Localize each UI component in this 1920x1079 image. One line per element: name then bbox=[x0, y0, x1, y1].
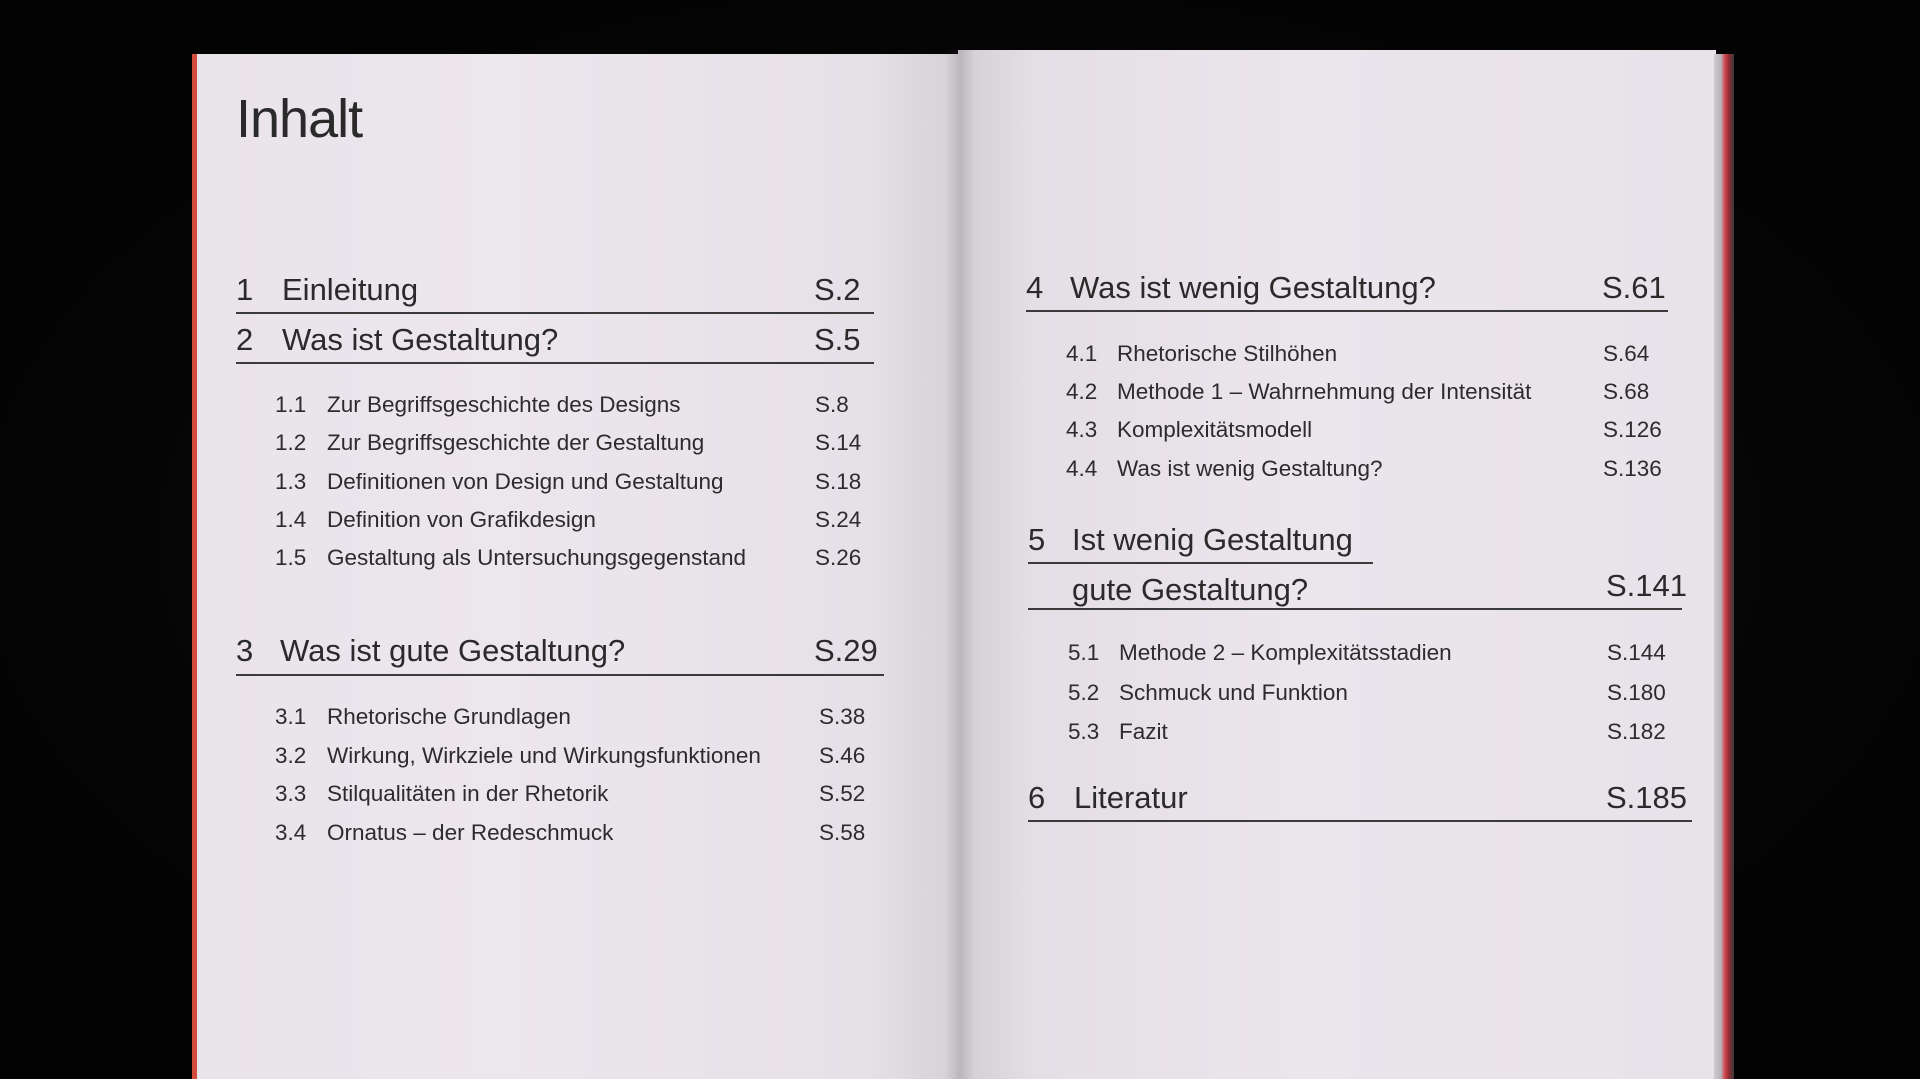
entry-page: S.18 bbox=[815, 469, 862, 494]
toc-entry-3-3 bbox=[275, 781, 885, 809]
toc-entry-3-1 bbox=[275, 704, 885, 732]
chapter-1 bbox=[236, 272, 876, 308]
entry-number: 4.4 bbox=[1066, 456, 1098, 481]
entry-number: 5.2 bbox=[1068, 680, 1100, 705]
toc-entry-1-4 bbox=[275, 507, 875, 535]
entry-page: S.64 bbox=[1603, 341, 1650, 366]
chapter-4 bbox=[1026, 270, 1676, 306]
entry-number: 1.2 bbox=[275, 430, 307, 455]
entry-number: 1.4 bbox=[275, 507, 307, 532]
book-gutter bbox=[945, 50, 975, 1079]
entry-page: S.144 bbox=[1607, 640, 1666, 665]
page-edges bbox=[1714, 54, 1734, 1079]
entry-page: S.26 bbox=[815, 545, 862, 570]
entry-number: 3.3 bbox=[275, 781, 307, 806]
divider bbox=[236, 674, 884, 676]
entry-page: S.52 bbox=[819, 781, 866, 806]
page-title: Inhalt bbox=[236, 89, 363, 149]
entry-page: S.182 bbox=[1607, 719, 1666, 744]
chapter-page: S.185 bbox=[1606, 780, 1688, 815]
divider bbox=[1028, 608, 1682, 610]
entry-number: 1.1 bbox=[275, 392, 307, 417]
entry-page: S.8 bbox=[815, 392, 849, 417]
chapter-page: S.141 bbox=[1606, 568, 1688, 603]
chapter-page: S.2 bbox=[814, 272, 861, 307]
toc-entry-1-5 bbox=[275, 545, 875, 573]
entry-page: S.58 bbox=[819, 820, 866, 845]
entry-number: 4.3 bbox=[1066, 417, 1098, 442]
entry-page: S.38 bbox=[819, 704, 866, 729]
toc-entry-3-2 bbox=[275, 743, 885, 771]
entry-number: 5.3 bbox=[1068, 719, 1100, 744]
entry-title: Wirkung, Wirkziele und Wirkungsfunktionen bbox=[327, 743, 761, 768]
chapter-title: Literatur bbox=[1074, 780, 1188, 815]
entry-page: S.68 bbox=[1603, 379, 1650, 404]
entry-title: Rhetorische Stilhöhen bbox=[1117, 341, 1338, 366]
chapter-number: 5 bbox=[1028, 522, 1046, 557]
entry-page: S.180 bbox=[1607, 680, 1666, 705]
entry-title: Gestaltung als Untersuchungsgegenstand bbox=[327, 545, 747, 570]
chapter-number: 1 bbox=[236, 272, 254, 307]
toc-entry-4-3 bbox=[1066, 417, 1676, 445]
entry-page: S.136 bbox=[1603, 456, 1662, 481]
chapter-page: S.29 bbox=[814, 633, 878, 668]
entry-page: S.14 bbox=[815, 430, 862, 455]
chapter-title: Was ist Gestaltung? bbox=[282, 322, 559, 357]
divider bbox=[236, 362, 874, 364]
chapter-number: 3 bbox=[236, 633, 254, 668]
entry-title: Zur Begriffsgeschichte der Gestaltung bbox=[327, 430, 705, 455]
chapter-2 bbox=[236, 322, 876, 358]
toc-entry-4-2 bbox=[1066, 379, 1676, 407]
chapter-5 bbox=[1028, 522, 1688, 612]
toc-entry-5-1 bbox=[1068, 640, 1678, 668]
entry-number: 3.2 bbox=[275, 743, 307, 768]
chapter-title: Einleitung bbox=[282, 272, 419, 307]
entry-title: Ornatus – der Redeschmuck bbox=[327, 820, 614, 845]
chapter-page: S.5 bbox=[814, 322, 861, 357]
chapter-number: 2 bbox=[236, 322, 254, 357]
toc-entry-4-1 bbox=[1066, 341, 1676, 369]
entry-title: Methode 1 – Wahrnehmung der Intensität bbox=[1117, 379, 1532, 404]
entry-title: Stilqualitäten in der Rhetorik bbox=[327, 781, 609, 806]
toc-entry-4-4 bbox=[1066, 456, 1676, 484]
toc-entry-1-1 bbox=[275, 392, 875, 420]
entry-title: Komplexitätsmodell bbox=[1117, 417, 1313, 442]
chapter-page: S.61 bbox=[1602, 270, 1666, 305]
entry-page: S.24 bbox=[815, 507, 862, 532]
toc-entry-1-3 bbox=[275, 469, 875, 497]
entry-number: 5.1 bbox=[1068, 640, 1100, 665]
toc-entry-5-2 bbox=[1068, 680, 1678, 708]
chapter-title: Was ist gute Gestaltung? bbox=[280, 633, 626, 668]
chapter-number: 6 bbox=[1028, 780, 1046, 815]
divider bbox=[1028, 562, 1373, 564]
entry-title: Schmuck und Funktion bbox=[1119, 680, 1348, 705]
chapter-number: 4 bbox=[1026, 270, 1044, 305]
toc-entry-3-4 bbox=[275, 820, 885, 848]
entry-number: 1.5 bbox=[275, 545, 307, 570]
entry-title: Zur Begriffsgeschichte des Designs bbox=[327, 392, 681, 417]
chapter-3 bbox=[236, 633, 886, 669]
entry-number: 4.2 bbox=[1066, 379, 1098, 404]
entry-number: 1.3 bbox=[275, 469, 307, 494]
entry-title: Rhetorische Grundlagen bbox=[327, 704, 571, 729]
entry-title: Was ist wenig Gestaltung? bbox=[1117, 456, 1383, 481]
chapter-title-line-2: gute Gestaltung? bbox=[1072, 572, 1309, 607]
divider bbox=[1028, 820, 1692, 822]
entry-page: S.126 bbox=[1603, 417, 1662, 442]
chapter-title-line-1: Ist wenig Gestaltung bbox=[1072, 522, 1353, 557]
entry-number: 3.4 bbox=[275, 820, 307, 845]
entry-title: Methode 2 – Komplexitätsstadien bbox=[1119, 640, 1452, 665]
divider bbox=[236, 312, 874, 314]
toc-entry-1-2 bbox=[275, 430, 875, 458]
chapter-6 bbox=[1028, 780, 1698, 816]
toc-entry-5-3 bbox=[1068, 719, 1678, 747]
entry-page: S.46 bbox=[819, 743, 866, 768]
entry-title: Fazit bbox=[1119, 719, 1168, 744]
entry-title: Definition von Grafikdesign bbox=[327, 507, 596, 532]
entry-number: 4.1 bbox=[1066, 341, 1098, 366]
divider bbox=[1026, 310, 1668, 312]
chapter-title: Was ist wenig Gestaltung? bbox=[1070, 270, 1436, 305]
entry-title: Definitionen von Design und Gestaltung bbox=[327, 469, 724, 494]
entry-number: 3.1 bbox=[275, 704, 307, 729]
